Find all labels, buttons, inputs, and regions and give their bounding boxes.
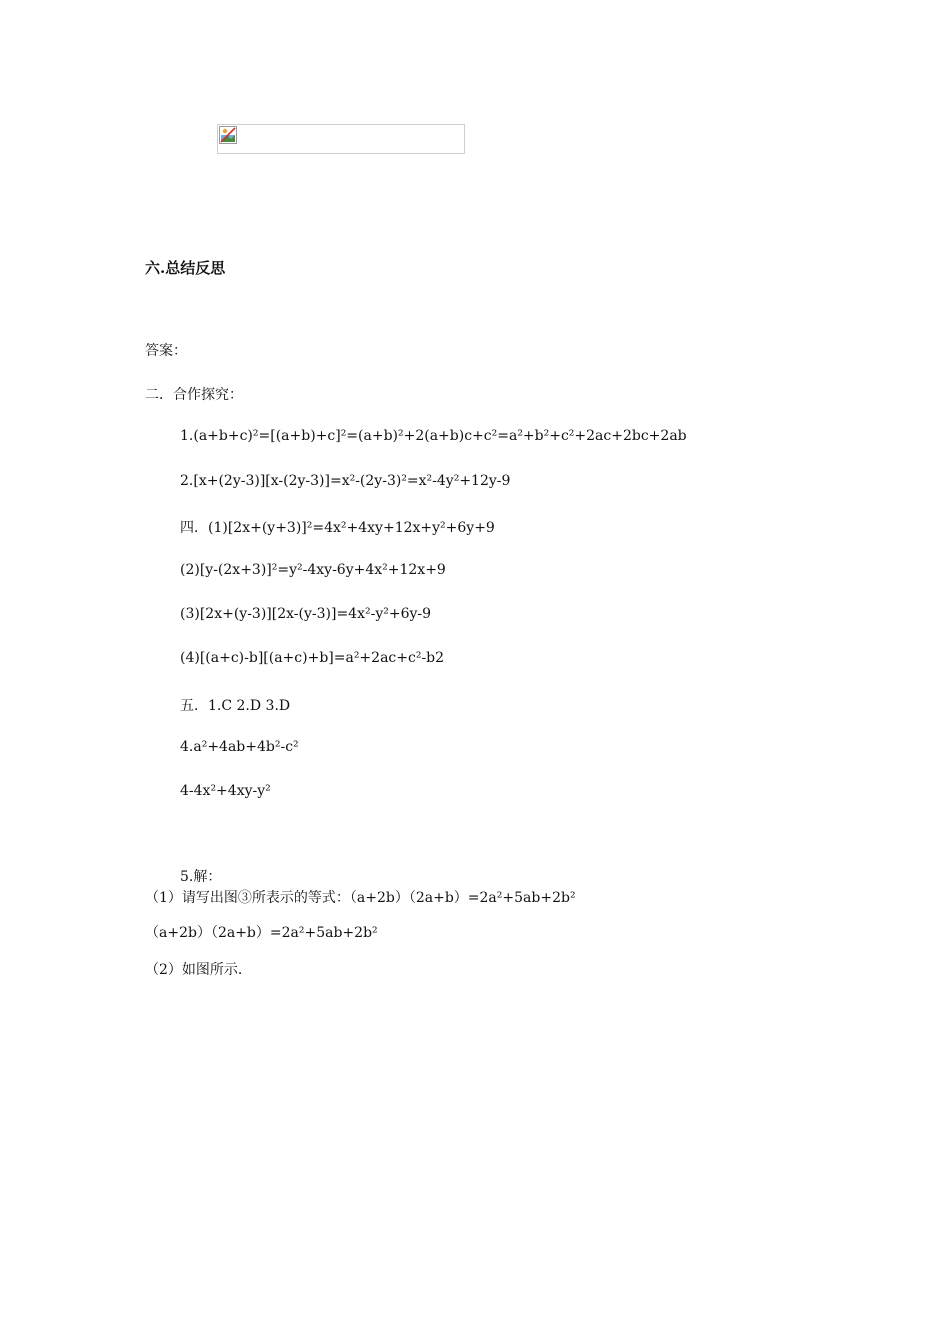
answer-line: （2）如图所示. (145, 962, 243, 978)
answer-line: (4)[(a+c)-b][(a+c)+b]=a²+2ac+c²-b2 (180, 650, 445, 666)
answer-line: (2)[y-(2x+3)]²=y²-4xy-6y+4x²+12x+9 (180, 562, 446, 578)
answer-line: （1）请写出图③所表示的等式：（a+2b）（2a+b）=2a²+5ab+2b² (145, 890, 576, 906)
answer-line: 2.[x+(2y-3)][x-(2y-3)]=x²-(2y-3)²=x²-4y²+12y-9 (180, 473, 511, 489)
broken-image-placeholder (217, 124, 465, 154)
answer-line: （a+2b）（2a+b）=2a²+5ab+2b² (145, 925, 378, 941)
answer-line: 5.解： (180, 869, 222, 885)
section-heading: 六.总结反思 (145, 259, 226, 277)
answer-line: 四．(1)[2x+(y+3)]²=4x²+4xy+12x+y²+6y+9 (180, 520, 495, 536)
broken-image-icon (219, 126, 237, 144)
answer-line: 五．1.C 2.D 3.D (180, 698, 291, 714)
answer-line: (3)[2x+(y-3)][2x-(y-3)]=4x²-y²+6y-9 (180, 606, 432, 622)
part2-label: 二．合作探究： (145, 387, 243, 403)
answers-label: 答案： (145, 343, 187, 359)
answer-line: 4.a²+4ab+4b²-c² (180, 739, 299, 755)
answer-line: 4-4x²+4xy-y² (180, 783, 271, 799)
answer-line: 1.(a+b+c)²=[(a+b)+c]²=(a+b)²+2(a+b)c+c²=a²+b²+c²+2ac+2bc+2ab (180, 428, 687, 444)
